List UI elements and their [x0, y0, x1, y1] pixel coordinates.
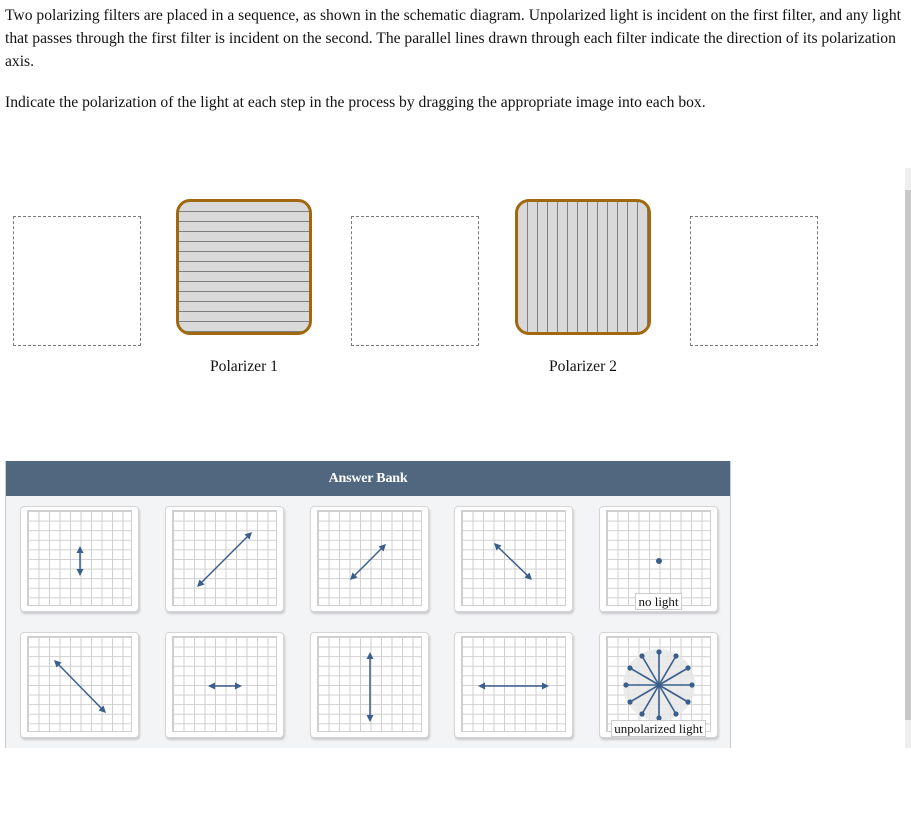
polarizer-2-label: Polarizer 2 [549, 358, 617, 375]
answer-bank [5, 461, 731, 748]
diagonal-down-arrow-icon [21, 633, 140, 739]
drop-box-transmitted[interactable] [690, 216, 818, 346]
answer-tile-long-vertical[interactable] [310, 632, 429, 738]
drop-box-between[interactable] [351, 216, 479, 346]
horizontal-arrow-icon [166, 633, 285, 739]
answer-tile-unpolarized[interactable] [599, 632, 718, 738]
scrollbar-thumb[interactable] [905, 190, 911, 720]
answer-tile-long-diagonal-up[interactable] [165, 506, 284, 612]
unpolarized-caption: unpolarized light [611, 720, 705, 737]
answer-tile-short-diagonal-up[interactable] [310, 506, 429, 612]
vertical-arrow-icon [21, 507, 140, 613]
short-diagonal-up-arrow-icon [311, 507, 430, 613]
polarizer-1-label: Polarizer 1 [210, 358, 278, 375]
answer-tile-no-light[interactable] [599, 506, 718, 612]
long-vertical-arrow-icon [311, 633, 430, 739]
answer-bank-title: Answer Bank [6, 461, 730, 496]
drop-box-incident[interactable] [13, 216, 141, 346]
answer-tile-short-diagonal-down[interactable] [454, 506, 573, 612]
no-light-caption: no light [635, 593, 681, 610]
answer-tile-long-diagonal-down[interactable] [20, 632, 139, 738]
polarizer-1-filter [176, 199, 312, 335]
question-text: Two polarizing filters are placed in a sequence, as shown in the schematic diagram. Unpolarized light is incident on the first filter, and any light that passes through the first filter is incident on the second. The parallel lines drawn through each filter indicate the direction of its polarization axis. [5, 7, 901, 70]
diagonal-up-arrow-icon [166, 507, 285, 613]
answer-tile-short-vertical[interactable] [20, 506, 139, 612]
polarizer-2-filter [515, 199, 651, 335]
answer-tile-long-horizontal[interactable] [454, 632, 573, 738]
answer-tile-short-horizontal[interactable] [165, 632, 284, 738]
short-diagonal-down-arrow-icon [455, 507, 574, 613]
long-horizontal-arrow-icon [455, 633, 574, 739]
instruction-text: Indicate the polarization of the light at each step in the process by dragging the appropriate image into each box. [5, 94, 706, 111]
